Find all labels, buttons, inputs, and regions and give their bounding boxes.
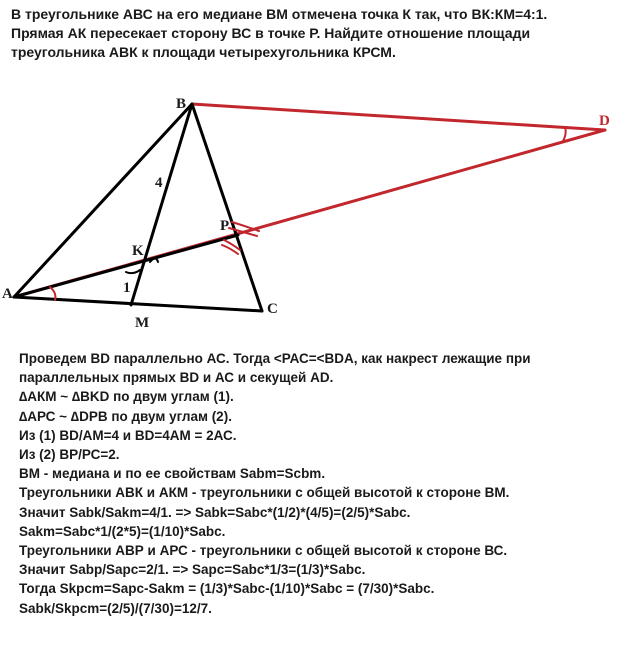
label-m: M: [135, 315, 150, 331]
segment-bc: [192, 104, 262, 311]
solution-line: Треугольники АВР и АРС - треугольники с общей высотой к стороне ВС.: [19, 543, 508, 559]
solution-line: Из (2) ВР/РС=2.: [19, 447, 120, 463]
angle-mark-k2: [126, 270, 140, 273]
label-b: B: [176, 96, 187, 112]
solution-line: Значит Sabp/Sapc=2/1. => Sapc=Sabc*1/3=(1/3)*Sabc.: [19, 562, 366, 578]
triangle-lines: [14, 104, 262, 311]
solution-line: ∆АКМ ~ ∆ВKD по двум углам (1).: [19, 389, 234, 405]
label-bk-ratio: 4: [155, 175, 163, 191]
problem-line: В треугольнике АВС на его медиане ВМ отмечена точка К так, что ВК:КМ=4:1.: [11, 6, 548, 22]
solution-line: Треугольники АВК и АКМ - треугольники с общей высотой к стороне ВМ.: [19, 485, 510, 501]
solution-line: Значит Sabk/Sakm=4/1. => Sabk=Sabc*(1/2)*(4/5)=(2/5)*Sabc.: [19, 504, 411, 520]
segment-ac: [14, 297, 262, 311]
label-k: K: [132, 243, 144, 259]
segment-bd: [192, 104, 605, 130]
segment-bm: [131, 104, 192, 305]
label-d: D: [599, 113, 610, 129]
solution-line: Из (1) ВD/АМ=4 и ВD=4АМ = 2АС.: [19, 427, 237, 443]
problem-line: Прямая АК пересекает сторону ВС в точке Р. Найдите отношение площади: [11, 25, 531, 41]
solution-line: Sakm=Sabc*1/(2*5)=(1/10)*Sabc.: [19, 523, 226, 539]
solution-text: [19, 349, 629, 618]
solution-line: Sabk/Skpcm=(2/5)/(7/30)=12/7.: [19, 600, 212, 616]
label-km-ratio: 1: [123, 280, 131, 296]
problem-line: треугольника АВК к площади четырехугольника КРСМ.: [11, 44, 396, 60]
label-a: A: [2, 286, 13, 302]
solution-line: Проведем ВD параллельно АС. Тогда <РАС=<ВDА, как накрест лежащие при: [19, 351, 531, 366]
solution-line: Тогда Skpcm=Sapc-Sakm = (1/3)*Sabc-(1/10)*Sabc = (7/30)*Sabc.: [19, 581, 435, 597]
label-c: C: [267, 301, 278, 317]
label-p: P: [220, 218, 230, 234]
solution-line: ВМ - медиана и по ее свойствам Sabm=Scbm.: [19, 466, 326, 482]
angle-mark-d: [563, 127, 566, 141]
solution-line: ∆АРС ~ ∆DРВ по двум углам (2).: [19, 408, 232, 424]
segment-ab: [14, 104, 192, 297]
solution-line: параллельных прямых ВD и АС и секущей АD.: [19, 370, 334, 386]
